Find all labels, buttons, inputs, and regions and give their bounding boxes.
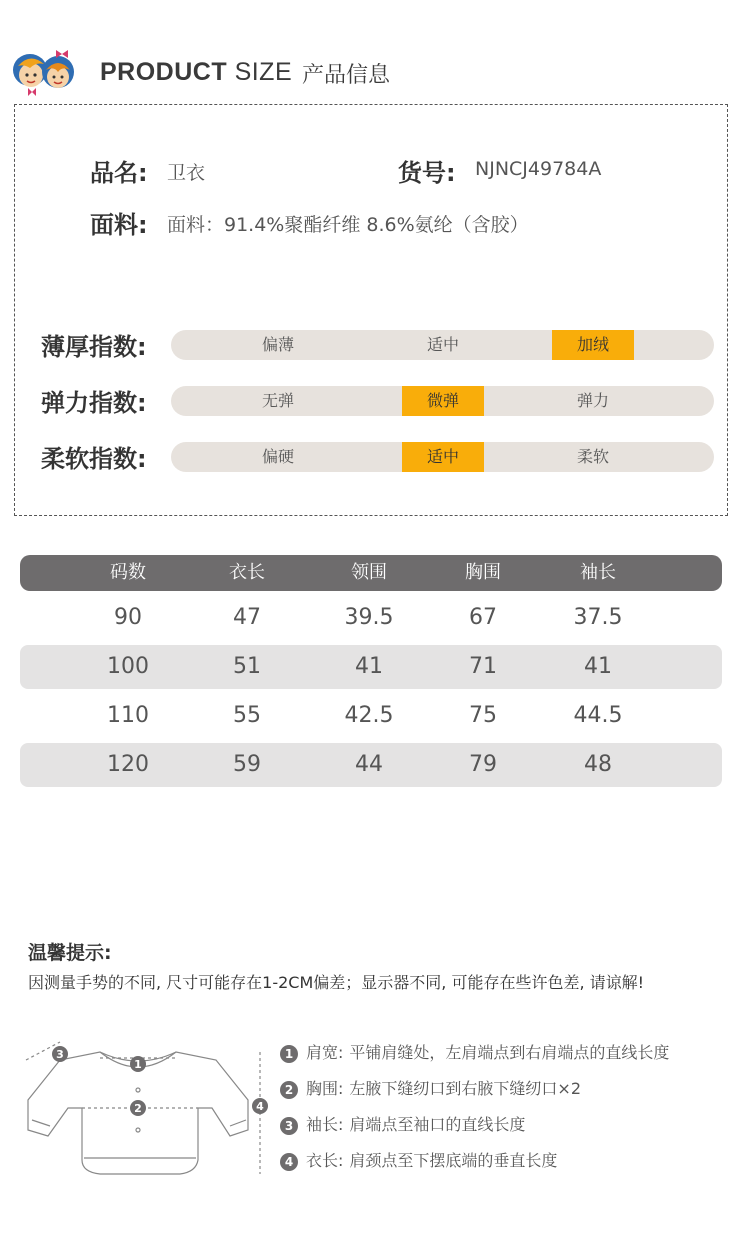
table-cell: 42.5: [344, 703, 394, 728]
name-label: 品名:: [90, 159, 148, 187]
softness-option-soft: 柔软: [576, 447, 609, 466]
table-cell: 90: [114, 605, 142, 630]
measure-name: 胸围:: [306, 1079, 344, 1098]
tips-title: 温馨提示:: [28, 942, 112, 964]
table-header-row: [20, 555, 722, 591]
softness-option-medium: 适中: [402, 442, 484, 472]
number-badge: 3: [280, 1117, 298, 1135]
measure-desc: 左腋下缝纫口到右腋下缝纫口×2: [349, 1079, 581, 1098]
table-cell: 48: [584, 752, 612, 777]
elasticity-label: 弹力指数:: [41, 389, 147, 417]
number-badge: 2: [280, 1081, 298, 1099]
table-row: [20, 743, 722, 787]
table-cell: 59: [233, 752, 261, 777]
table-cell: 41: [355, 654, 383, 679]
table-cell: 71: [469, 654, 497, 679]
elasticity-option-none: 无弹: [261, 391, 294, 410]
list-item: [280, 1148, 669, 1184]
thickness-option-medium: 适中: [426, 335, 459, 354]
table-row: [20, 694, 722, 738]
thickness-label: 薄厚指数:: [41, 333, 147, 361]
elasticity-track: [171, 386, 714, 416]
header-sleeve: 袖长: [580, 562, 616, 583]
table-cell: 51: [233, 654, 261, 679]
svg-text:4: 4: [256, 1100, 264, 1113]
measure-desc: 肩颈点至下摆底端的垂直长度: [349, 1151, 558, 1170]
softness-label: 柔软指数:: [41, 445, 147, 473]
title-english-bold: PRODUCT: [100, 58, 228, 86]
sku-value: NJNCJ49784A: [475, 158, 602, 180]
measure-desc: 肩端点至袖口的直线长度: [349, 1115, 526, 1134]
softness-scale: [15, 441, 729, 473]
measure-name: 袖长:: [306, 1115, 344, 1134]
table-row: [20, 645, 722, 689]
title-english: [100, 58, 292, 87]
title-english-light: SIZE: [234, 58, 293, 86]
svg-text:3: 3: [56, 1048, 64, 1061]
thickness-option-fleece: 加绒: [552, 330, 634, 360]
measure-desc: 平铺肩缝处，左肩端点到右肩端点的直线长度: [349, 1043, 670, 1062]
list-item: [280, 1112, 669, 1148]
name-value: 卫衣: [167, 162, 206, 184]
header-size: 码数: [110, 562, 146, 583]
fabric-label: 面料:: [90, 211, 148, 239]
table-cell: 39.5: [344, 605, 394, 630]
number-badge: 1: [280, 1045, 298, 1063]
svg-text:1: 1: [134, 1058, 142, 1071]
header-length: 衣长: [229, 562, 265, 583]
table-cell: 100: [107, 654, 149, 679]
table-cell: 120: [107, 752, 149, 777]
measure-name: 衣长:: [306, 1151, 344, 1170]
softness-option-hard: 偏硬: [261, 447, 294, 466]
thickness-scale: [15, 329, 729, 361]
table-cell: 41: [584, 654, 612, 679]
softness-track: [171, 442, 714, 472]
svg-text:2: 2: [134, 1102, 142, 1115]
elasticity-option-stretch: 弹力: [576, 391, 609, 410]
table-cell: 47: [233, 605, 261, 630]
table-row: [20, 596, 722, 640]
header-collar: 领围: [351, 562, 387, 583]
list-item: [280, 1076, 669, 1112]
elasticity-scale: [15, 385, 729, 417]
list-item: [280, 1040, 669, 1076]
kids-logo-icon: [10, 48, 78, 98]
table-cell: 44: [355, 752, 383, 777]
header-chest: 胸围: [465, 562, 501, 583]
tips-text: 因测量手势的不同, 尺寸可能存在1-2CM偏差；显示器不同, 可能存在些许色差, 请谅解!: [28, 973, 645, 992]
size-table: [20, 555, 722, 787]
page-header: [10, 44, 740, 100]
thickness-option-thin: 偏薄: [261, 335, 294, 354]
title-chinese: 产品信息: [302, 63, 391, 88]
table-cell: 55: [233, 703, 261, 728]
product-info-box: [14, 104, 728, 516]
table-cell: 37.5: [573, 605, 623, 630]
table-cell: 110: [107, 703, 149, 728]
fabric-value: 面料：91.4%聚酯纤维 8.6%氨纶（含胶）: [167, 214, 529, 236]
garment-diagram: [20, 1030, 280, 1190]
sku-label: 货号:: [398, 159, 456, 187]
table-cell: 75: [469, 703, 497, 728]
elasticity-option-slight: 微弹: [402, 386, 484, 416]
measurement-list: [280, 1040, 669, 1184]
number-badge: 4: [280, 1153, 298, 1171]
measure-name: 肩宽:: [306, 1043, 344, 1062]
table-cell: 79: [469, 752, 497, 777]
table-cell: 67: [469, 605, 497, 630]
table-cell: 44.5: [573, 703, 623, 728]
thickness-track: [171, 330, 714, 360]
